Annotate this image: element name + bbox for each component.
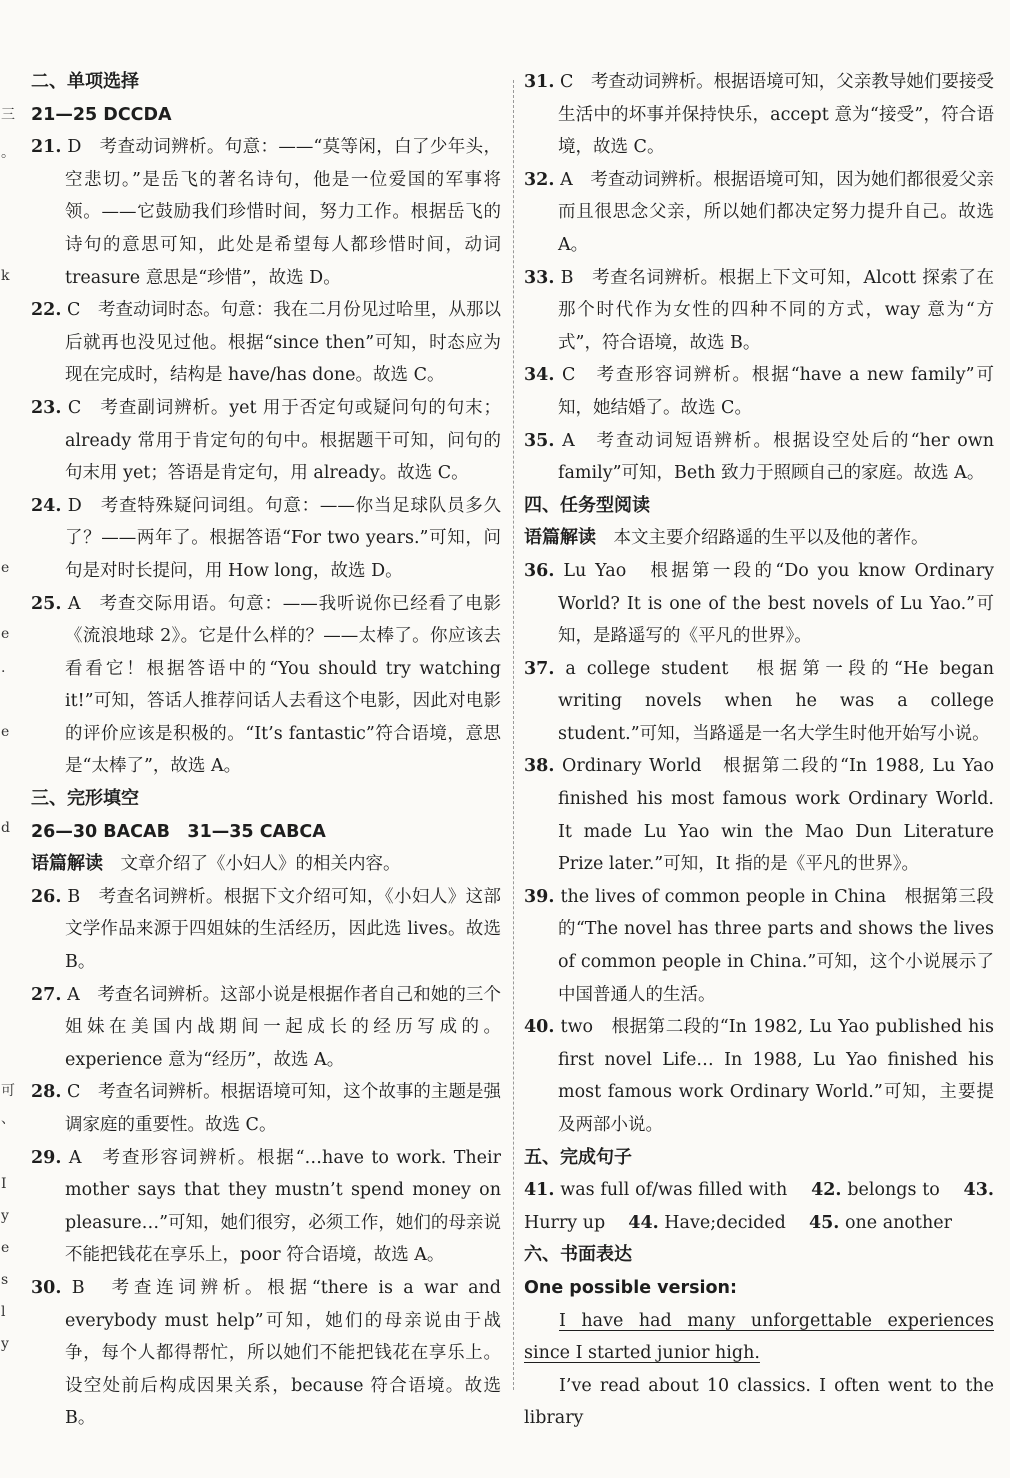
edge-char: d xyxy=(1,820,10,836)
item-number: 23. xyxy=(31,397,62,418)
edge-char: e xyxy=(1,1240,10,1256)
edge-char: 可 xyxy=(1,1083,15,1099)
section-title: 四、任务型阅读 xyxy=(524,494,650,516)
explanation-item xyxy=(524,164,994,262)
item-text: C 考查名词辨析。根据语境可知，这个故事的主题是强调家庭的重要性。故选 C。 xyxy=(65,1082,501,1135)
item-text: the lives of common people in China 根据第三段的“The novel has three parts and shows the lives of common people in China.”可知，这个小说展示了中国普通人的生活。 xyxy=(558,886,994,1005)
explanation-item xyxy=(524,881,994,1011)
item-text: C 考查动词辨析。根据语境可知，父亲教导她们要接受生活中的坏事并保持快乐，accept 意为“接受”，符合语境，故选 C。 xyxy=(558,72,994,158)
section-title: 五、完成句子 xyxy=(524,1146,632,1168)
item-number: 26. xyxy=(31,886,62,907)
item-number: 25. xyxy=(31,593,62,614)
item-text: two 根据第二段的“In 1982, Lu Yao published his first novel Life… In 1988, Lu Yao finished his most famous work Ordinary World.”可知，主要提及两部小说。 xyxy=(558,1017,994,1135)
explanation-item xyxy=(524,750,994,880)
explanation-item xyxy=(31,881,501,979)
item-text: B 考查名词辨析。根据下文介绍可知，《小妇人》这部文学作品来源于四姐妹的生活经历，因此选 lives。故选 B。 xyxy=(65,886,501,973)
item-text: Ordinary World 根据第二段的“In 1988, Lu Yao finished his most famous work Ordinary World. It made Lu Yao win the Mao Dun Literature Prize later.”可知，It 指的是《平凡的世界》。 xyxy=(558,756,994,875)
sentence-answers xyxy=(524,1174,994,1239)
section-title: 三、完形填空 xyxy=(31,788,139,810)
explanation-item xyxy=(524,66,994,164)
left-column xyxy=(31,66,501,1435)
answer-text: was full of/was filled with xyxy=(560,1180,788,1201)
item-number: 24. xyxy=(31,495,62,516)
edge-char: y xyxy=(1,1208,9,1224)
item-number: 21. xyxy=(31,137,62,158)
explanation-item xyxy=(31,1272,501,1435)
essay-paragraph: I’ve read about 10 classics. I often went to the library xyxy=(524,1375,994,1429)
item-number: 34. xyxy=(524,365,555,386)
item-number: 38. xyxy=(524,756,555,777)
item-number: 22. xyxy=(31,300,62,321)
explanation-item xyxy=(31,588,501,784)
answer-text: one another xyxy=(844,1212,952,1233)
item-text: A 考查形容词辨析。根据“…have to work. Their mother says that they mustn’t spend money on pleasure…”可知，她们很穷，必须工作，她们的母亲说不能把钱花在享乐上，poor 符合语境，故选 A。 xyxy=(65,1147,501,1266)
item-number: 41. xyxy=(524,1180,555,1201)
edge-char: k xyxy=(1,268,10,284)
passage-intro xyxy=(524,522,994,555)
item-number: 42. xyxy=(811,1180,842,1201)
essay-topic-sentence: I have had many unforgettable experiences since I started junior high. xyxy=(524,1310,994,1364)
edge-char: 、 xyxy=(1,1111,15,1127)
item-number: 43. xyxy=(963,1180,994,1201)
explanation-item xyxy=(524,653,994,751)
explanation-item xyxy=(524,359,994,424)
item-text: a college student 根据第一段的“He began writing novels when he was a college student.”可知，当路遥是一名大学生时他开始写小说。 xyxy=(558,658,994,744)
explanation-item xyxy=(31,1076,501,1141)
item-number: 45. xyxy=(808,1212,840,1233)
explanation-item xyxy=(31,294,501,392)
item-number: 36. xyxy=(524,560,555,581)
essay-label: One possible version: xyxy=(524,1277,737,1298)
section-title: 六、书面表达 xyxy=(524,1244,632,1266)
item-text: Lu Yao 根据第一段的“Do you know Ordinary World? It is one of the best novels of Lu Yao.”可知，是路遥写的《平凡的世界》。 xyxy=(558,560,994,647)
answer-key: 21—25 DCCDA xyxy=(31,104,172,125)
explanation-item xyxy=(524,425,994,490)
right-column xyxy=(524,66,994,1435)
intro-text: 文章介绍了《小妇人》的相关内容。 xyxy=(103,854,401,875)
column-divider xyxy=(513,80,514,1390)
answer-key: 26—30 BACAB 31—35 CABCA xyxy=(31,821,326,842)
essay-paragraph xyxy=(524,1305,994,1370)
item-number: 29. xyxy=(31,1147,62,1168)
edge-char: y xyxy=(1,1336,9,1352)
item-number: 31. xyxy=(524,72,555,92)
edge-char: e xyxy=(1,724,10,740)
item-number: 37. xyxy=(524,658,555,679)
passage-intro xyxy=(31,848,501,881)
intro-text: 本文主要介绍路遥的生平以及他的著作。 xyxy=(596,528,929,549)
edge-char: s xyxy=(1,1272,9,1288)
item-number: 39. xyxy=(524,886,555,907)
item-text: C 考查动词时态。句意：我在二月份见过哈里，从那以后就再也没见过他。根据“since then”可知，时态应为现在完成时，结构是 have/has done。故选 C。 xyxy=(65,300,501,386)
explanation-item xyxy=(31,490,501,588)
edge-char: . xyxy=(1,660,6,676)
item-number: 40. xyxy=(524,1017,555,1038)
explanation-item xyxy=(31,979,501,1077)
explanation-item xyxy=(524,555,994,653)
answer-text: belongs to xyxy=(847,1180,940,1201)
edge-char: l xyxy=(1,1304,6,1320)
item-text: D 考查特殊疑问词组。句意：——你当足球队员多久了？——两年了。根据答语“For two years.”可知，问句是对时长提问，用 How long，故选 D。 xyxy=(65,495,501,581)
item-text: B 考查名词辨析。根据上下文可知，Alcott 探索了在那个时代作为女性的四种不同的方式，way 意为“方式”，符合语境，故选 B。 xyxy=(558,267,994,353)
item-text: C 考查副词辨析。yet 用于否定句或疑问句的句末；already 常用于肯定句的句中。根据题干可知，问句的句末用 yet；答语是肯定句，用 already。故选 C。 xyxy=(65,397,501,484)
edge-char: I xyxy=(1,1176,7,1192)
answer-text: Have;decided xyxy=(664,1212,786,1233)
item-text: C 考查形容词辨析。根据“have a new family”可知，她结婚了。故选 C。 xyxy=(558,365,994,418)
item-number: 30. xyxy=(31,1277,62,1298)
explanation-item xyxy=(524,262,994,360)
item-number: 35. xyxy=(524,430,555,451)
item-text: A 考查动词短语辨析。根据设空处后的“her own family”可知，Beth 致力于照顾自己的家庭。故选 A。 xyxy=(558,430,994,484)
edge-char: e xyxy=(1,560,10,576)
explanation-item xyxy=(524,1011,994,1141)
explanation-item xyxy=(31,392,501,490)
item-text: A 考查动词辨析。根据语境可知，因为她们都很爱父亲而且很思念父亲，所以她们都决定努力提升自己。故选 A。 xyxy=(558,169,994,255)
item-number: 32. xyxy=(524,169,555,190)
item-number: 44. xyxy=(628,1212,659,1233)
answer-text: Hurry up xyxy=(524,1212,606,1233)
item-number: 28. xyxy=(31,1082,62,1103)
left-margin-fragments xyxy=(0,60,16,1400)
item-number: 33. xyxy=(524,267,555,288)
item-number: 27. xyxy=(31,984,62,1005)
item-text: A 考查名词辨析。这部小说是根据作者自己和她的三个姐妹在美国内战期间一起成长的经历写成的。experience 意为“经历”，故选 A。 xyxy=(65,984,501,1070)
explanation-item xyxy=(31,1142,501,1272)
item-text: B 考查连词辨析。根据“there is a war and everybody must help”可知，她们的母亲说由于战争，每个人都得帮忙，所以她们不能把钱花在享乐上。设空处前后构成因果关系，because 符合语境。故选 B。 xyxy=(65,1277,501,1429)
section-title: 二、单项选择 xyxy=(31,71,139,92)
edge-char: 。 xyxy=(1,145,15,161)
intro-label: 语篇解读 xyxy=(31,853,103,875)
item-text: A 考查交际用语。句意：——我听说你已经看了电影《流浪地球 2》。它是什么样的？——太棒了。你应该去看看它！根据答语中的“You should try watching it!”可知，答话人推荐问话人去看这个电影，因此对电影的评价应该是积极的。“It’s fantastic”符合语境，意思是“太棒了”，故选 A。 xyxy=(65,593,501,777)
explanation-item xyxy=(31,131,501,294)
intro-label: 语篇解读 xyxy=(524,527,596,549)
edge-char: e xyxy=(1,626,10,642)
item-text: D 考查动词辨析。句意：——“莫等闲，白了少年头，空悲切。”是岳飞的著名诗句，他是一位爱国的军事将领。——它鼓励我们珍惜时间，努力工作。根据岳飞的诗句的意思可知，此处是希望每人都珍惜时间，动词 treasure 意思是“珍惜”，故选 D。 xyxy=(65,137,501,288)
edge-char: 三 xyxy=(1,107,15,123)
